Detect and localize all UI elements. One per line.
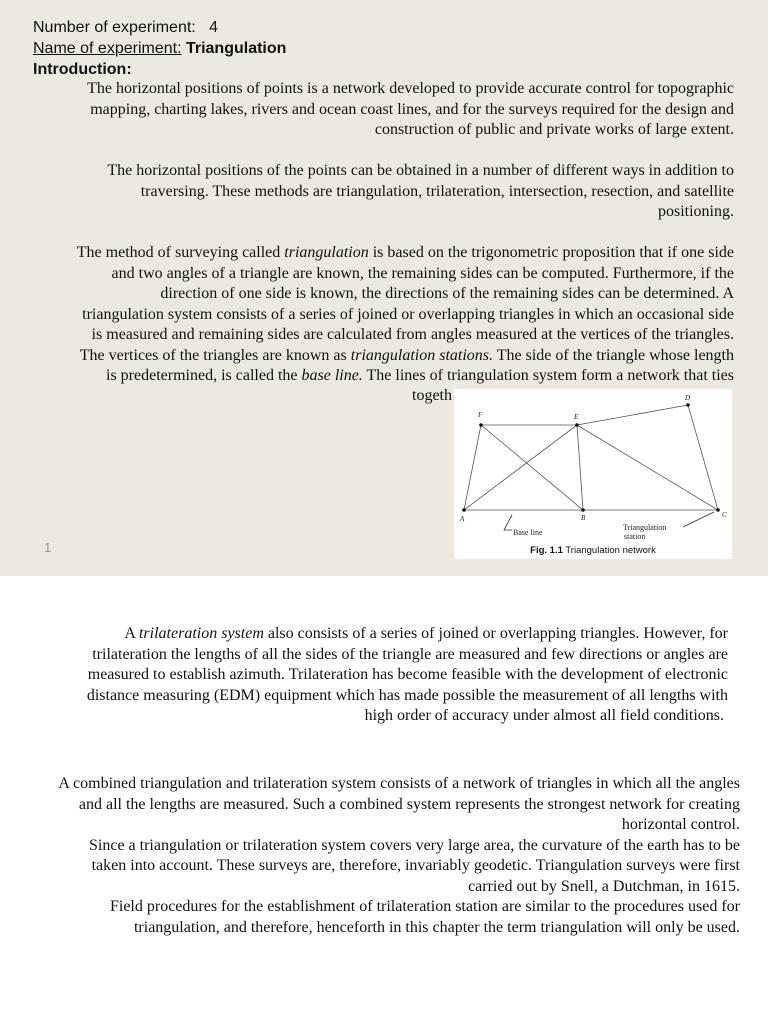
text-line: is measured and remaining sides are calculated from angles measured at the vertices of the triangles. — [91, 326, 734, 343]
base-line-pointer — [504, 515, 512, 530]
text-line: A combined triangulation and trilateration system consists of a network of triangles in which all the angles — [58, 775, 740, 792]
station-F — [479, 423, 483, 427]
network-lines — [464, 405, 718, 510]
base-line-arrow — [504, 515, 512, 530]
italic-term: trilateration system — [138, 625, 264, 642]
text-line — [20, 243, 734, 264]
text-line: mapping, charting lakes, rivers and ocean coast lines, and for the surveys required for the design and — [90, 100, 734, 118]
text-line: measured to establish azimuth. Trilateration has become feasible with the development of electronic — [87, 666, 728, 683]
line-FA — [464, 425, 481, 510]
station-B — [581, 508, 585, 512]
paragraph-combined-system — [10, 774, 740, 938]
line-EA — [464, 425, 577, 510]
paragraph-control-network — [30, 79, 734, 141]
station-A — [462, 508, 466, 512]
station-pointer — [683, 512, 714, 527]
experiment-name-label: Name of experiment: — [33, 40, 182, 57]
text-line: carried out by Snell, a Dutchman, in 1615. — [468, 877, 740, 895]
text-line: togeth — [412, 387, 452, 404]
experiment-name-value: Triangulation — [185, 40, 287, 57]
italic-term: base line. — [301, 367, 363, 384]
station-C — [716, 508, 720, 512]
base-line-label: Base line — [513, 528, 543, 537]
text-line: traversing. These methods are triangulation, trilateration, intersection, resection, and satellite — [140, 182, 734, 200]
station-label-line1: Triangulation — [623, 523, 667, 532]
text-line: and two angles of a triangle are known, the remaining sides can be computed. Furthermore, if the — [111, 264, 734, 282]
experiment-number-line — [33, 17, 218, 38]
text-line: Field procedures for the establishment of trilateration station are similar to the procedures used for — [109, 898, 740, 915]
triangulation-diagram — [454, 389, 732, 559]
paragraph-trilateration — [30, 624, 728, 727]
figure-caption — [454, 545, 732, 556]
text-run: The side of the triangle whose length — [493, 346, 734, 364]
label-F: F — [478, 411, 483, 419]
station-E — [575, 423, 579, 427]
line-ED — [577, 405, 688, 425]
text-line: The horizontal positions of points is a network developed to provide accurate control for topographic — [87, 80, 734, 97]
text-run: is based on the trigonometric proposition that if one side — [368, 244, 734, 261]
label-C: C — [722, 511, 727, 519]
paragraph-triangulation-definition — [20, 243, 734, 387]
triangulation-network-figure — [454, 389, 732, 559]
text-line: positioning. — [657, 203, 734, 220]
label-D: D — [685, 394, 691, 402]
truncated-line — [412, 386, 452, 407]
text-line: triangulation, and therefore, henceforth in this chapter the term triangulation will only be used. — [133, 918, 740, 936]
text-line: and all the lengths are measured. Such a combined system represents the strongest network for creating — [78, 795, 740, 813]
line-EB — [577, 425, 583, 510]
station-label-line2: station — [624, 532, 646, 541]
text-line — [30, 624, 728, 645]
figure-title: Triangulation network — [562, 545, 656, 556]
text-line — [20, 346, 734, 367]
introduction-heading: Introduction: — [33, 61, 132, 78]
station-D — [686, 403, 690, 407]
station-points — [462, 403, 720, 512]
experiment-name-line — [33, 38, 286, 59]
text-line: Since a triangulation or trilateration system covers very large area, the curvature of the earth has to be — [89, 836, 740, 854]
station-labels — [459, 394, 727, 523]
italic-term: triangulation — [284, 244, 369, 261]
experiment-number-value: 4 — [209, 19, 218, 36]
text-run: A — [124, 625, 139, 642]
text-line: direction of one side is known, the directions of the remaining sides can be determined. A — [160, 285, 734, 302]
italic-term: triangulation stations. — [350, 346, 494, 364]
text-run: The vertices of the triangles are known as — [79, 346, 351, 364]
text-run: The lines of triangulation system form a network that ties — [362, 367, 734, 384]
label-E: E — [574, 413, 579, 421]
paragraph-methods — [30, 161, 734, 223]
experiment-number-label: Number of experiment: — [33, 19, 196, 36]
text-line: distance measuring (EDM) equipment which has made possible the measurement of all lengths with — [86, 686, 728, 704]
label-A: A — [460, 515, 465, 523]
line-FB — [481, 425, 583, 510]
text-line: trilateration the lengths of all the sides of the triangle are measured and few directions or angles are — [92, 645, 728, 663]
text-run: also consists of a series of joined or overlapping triangles. However, for — [263, 625, 728, 642]
text-run: The method of surveying called — [76, 244, 285, 261]
text-line — [20, 366, 734, 387]
text-line: horizontal control. — [621, 816, 740, 833]
text-line: The horizontal positions of the points can be obtained in a number of different ways in addition to — [107, 162, 734, 179]
text-line: construction of public and private works of large extent. — [374, 121, 734, 138]
text-line: taken into account. These surveys are, therefore, invariably geodetic. Triangulation surveys were first — [91, 857, 740, 874]
line-EC — [577, 425, 718, 510]
label-B: B — [581, 514, 586, 522]
figure-number: Fig. 1.1 — [530, 545, 563, 556]
text-run: is predetermined, is called the — [106, 367, 302, 384]
page-number: 1 — [44, 540, 52, 555]
text-line: triangulation system consists of a series of joined or overlapping triangles in which an occasional side — [82, 305, 734, 323]
text-line: high order of accuracy under almost all field conditions. — [364, 707, 724, 724]
